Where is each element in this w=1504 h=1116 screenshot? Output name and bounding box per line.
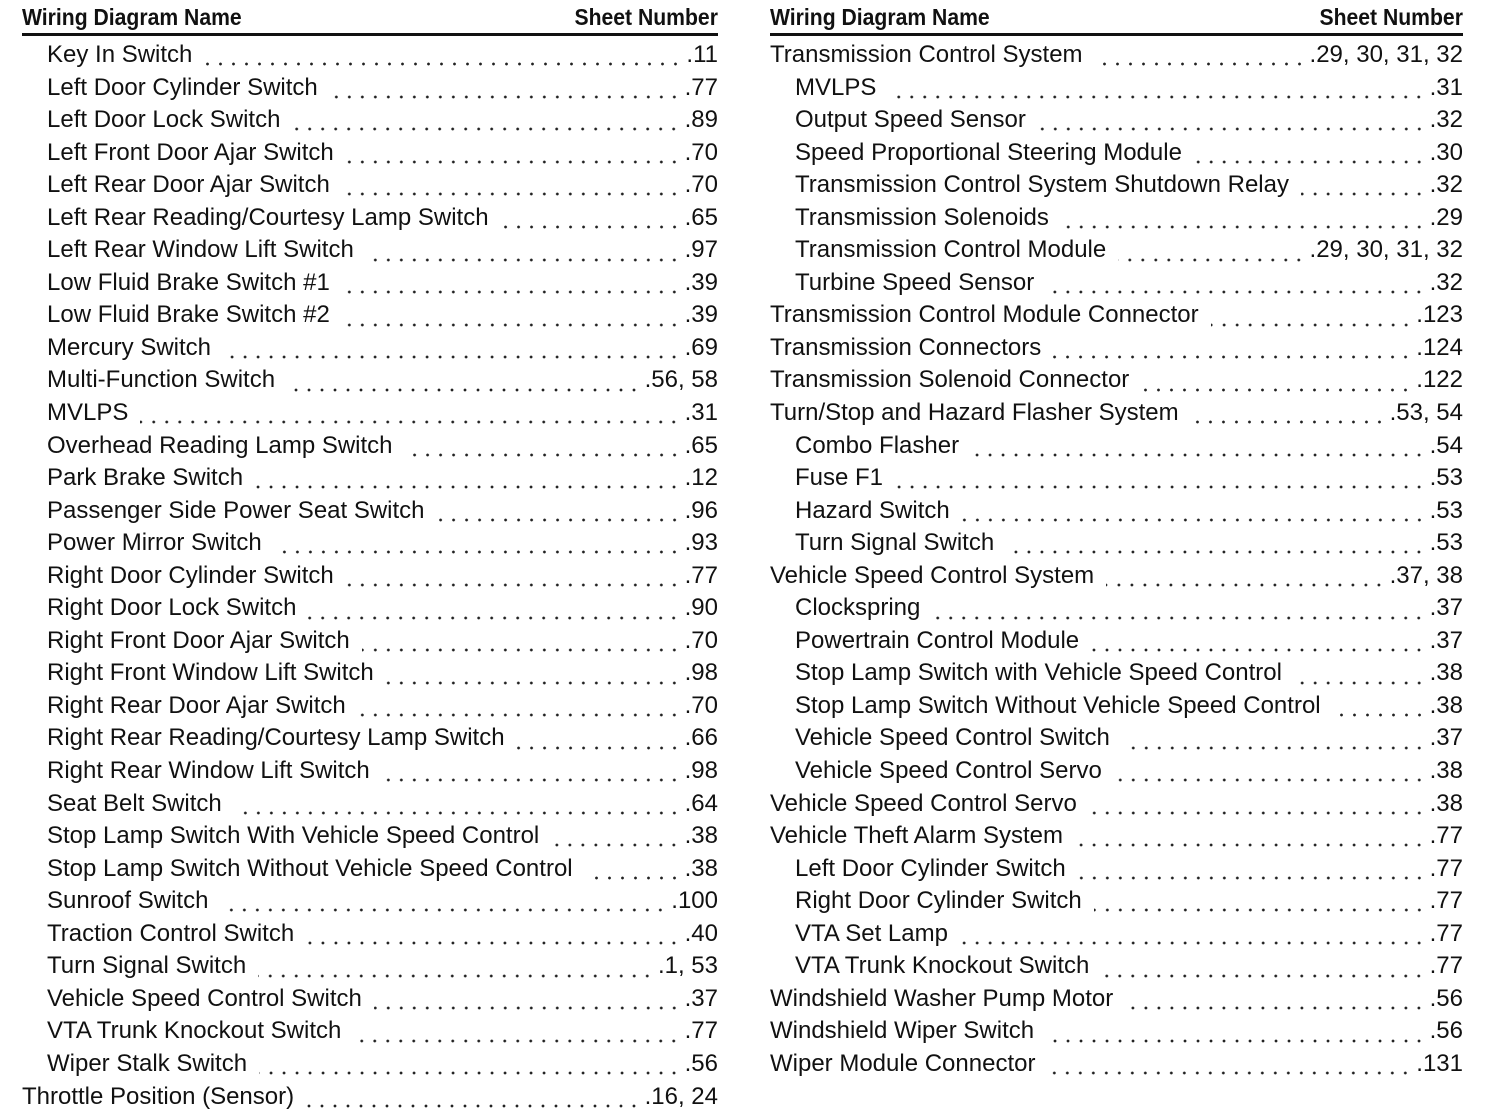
index-entry bbox=[770, 169, 1463, 202]
diagram-name: Speed Proportional Steering Module bbox=[795, 138, 1182, 166]
sheet-number: .16, 24 bbox=[644, 1082, 718, 1110]
dot-leader bbox=[585, 876, 681, 880]
dot-leader bbox=[346, 160, 681, 164]
diagram-name: Mercury Switch bbox=[47, 333, 212, 361]
diagram-name: Transmission Control System bbox=[770, 41, 1083, 68]
sheet-number: .97 bbox=[684, 236, 718, 264]
sheet-number: .77 bbox=[1429, 854, 1463, 882]
sheet-number: .77 bbox=[684, 1017, 718, 1045]
dot-leader bbox=[1046, 290, 1425, 294]
diagram-name: Transmission Control Module Connector bbox=[770, 301, 1199, 329]
index-entry bbox=[22, 560, 718, 593]
diagram-name: Turn/Stop and Hazard Flasher System bbox=[770, 399, 1179, 427]
index-entry bbox=[770, 820, 1463, 853]
dot-leader bbox=[962, 518, 1426, 522]
sheet-number: .77 bbox=[684, 561, 718, 589]
sheet-number: .38 bbox=[684, 822, 718, 850]
index-entry bbox=[22, 1015, 718, 1048]
sheet-number: .56, 58 bbox=[644, 366, 718, 394]
sheet-number: .29 bbox=[1429, 203, 1463, 231]
diagram-name: Left Door Lock Switch bbox=[47, 106, 281, 134]
diagram-name: Left Front Door Ajar Switch bbox=[47, 138, 334, 166]
dot-leader bbox=[292, 127, 680, 131]
index-entry bbox=[22, 1048, 718, 1081]
diagram-name: Right Rear Door Ajar Switch bbox=[47, 691, 346, 719]
sheet-number: .39 bbox=[684, 301, 718, 329]
index-entry bbox=[770, 722, 1463, 755]
sheet-number: .70 bbox=[684, 171, 718, 199]
dot-leader bbox=[1141, 388, 1412, 392]
sheet-number: .90 bbox=[684, 594, 718, 622]
sheet-number: .31 bbox=[1429, 73, 1463, 101]
sheet-number: .40 bbox=[684, 919, 718, 947]
dot-leader bbox=[971, 453, 1426, 457]
index-entry bbox=[770, 950, 1463, 983]
diagram-name: Vehicle Speed Control Switch bbox=[47, 984, 362, 1012]
diagram-name: Multi-Function Switch bbox=[47, 366, 276, 394]
sheet-number: .93 bbox=[684, 529, 718, 557]
index-entry bbox=[770, 137, 1463, 170]
dot-leader bbox=[362, 648, 681, 652]
sheet-number: .56 bbox=[684, 1049, 718, 1077]
sheet-number: .37 bbox=[1429, 626, 1463, 654]
index-entry bbox=[770, 1015, 1463, 1048]
diagram-name: Vehicle Speed Control System bbox=[770, 561, 1095, 589]
diagram-name: Stop Lamp Switch With Vehicle Speed Control bbox=[47, 822, 540, 850]
sheet-number: .124 bbox=[1416, 333, 1463, 361]
diagram-name: Powertrain Control Module bbox=[795, 626, 1080, 654]
sheet-number: .39 bbox=[684, 268, 718, 296]
dot-leader bbox=[1114, 778, 1426, 782]
index-entry bbox=[22, 755, 718, 788]
sheet-number: .38 bbox=[684, 854, 718, 882]
sheet-number: .53 bbox=[1429, 529, 1463, 557]
index-entry bbox=[770, 430, 1463, 463]
diagram-name: Left Rear Door Ajar Switch bbox=[47, 171, 330, 199]
index-entry bbox=[770, 267, 1463, 300]
sheet-number: .70 bbox=[684, 626, 718, 654]
index-entry bbox=[770, 364, 1463, 397]
dot-leader bbox=[1078, 876, 1426, 880]
dot-leader bbox=[1106, 583, 1385, 587]
sheet-number: .37 bbox=[1429, 594, 1463, 622]
dot-leader bbox=[330, 95, 681, 99]
diagram-name: Left Door Cylinder Switch bbox=[795, 854, 1066, 882]
index-entry bbox=[770, 39, 1463, 72]
dot-leader bbox=[342, 323, 681, 327]
diagram-name: Vehicle Speed Control Switch bbox=[795, 724, 1110, 752]
dot-leader bbox=[1333, 713, 1426, 717]
index-entry bbox=[770, 104, 1463, 137]
index-entry bbox=[770, 332, 1463, 365]
column-header bbox=[770, 2, 1463, 36]
index-list bbox=[770, 39, 1463, 1081]
diagram-name: Power Mirror Switch bbox=[47, 529, 262, 557]
diagram-name-heading: Wiring Diagram Name bbox=[770, 4, 990, 30]
index-list bbox=[22, 39, 718, 1113]
dot-leader bbox=[1094, 908, 1426, 912]
index-entry bbox=[22, 234, 718, 267]
index-entry bbox=[22, 397, 718, 430]
sheet-number-heading: Sheet Number bbox=[1319, 4, 1463, 30]
dot-leader bbox=[386, 681, 681, 685]
dot-leader bbox=[1122, 746, 1426, 750]
diagram-name: Windshield Washer Pump Motor bbox=[770, 984, 1114, 1012]
sheet-number: .1, 53 bbox=[657, 952, 718, 980]
diagram-name: Turbine Speed Sensor bbox=[795, 268, 1035, 296]
diagram-name: Park Brake Switch bbox=[47, 464, 244, 492]
index-entry bbox=[22, 299, 718, 332]
sheet-number: .65 bbox=[684, 431, 718, 459]
index-entry bbox=[22, 885, 718, 918]
dot-leader bbox=[287, 388, 641, 392]
diagram-name: Transmission Control System Shutdown Relay bbox=[795, 171, 1289, 199]
diagram-name: Wiper Stalk Switch bbox=[47, 1049, 248, 1077]
dot-leader bbox=[255, 485, 681, 489]
diagram-name: Fuse F1 bbox=[795, 464, 884, 492]
diagram-name: Stop Lamp Switch Without Vehicle Speed Control bbox=[47, 854, 573, 882]
index-entry bbox=[770, 495, 1463, 528]
dot-leader bbox=[1118, 258, 1305, 262]
sheet-number: .64 bbox=[684, 789, 718, 817]
sheet-number: .122 bbox=[1416, 366, 1463, 394]
diagram-name: Right Front Door Ajar Switch bbox=[47, 626, 350, 654]
dot-leader bbox=[306, 1104, 640, 1108]
dot-leader bbox=[960, 941, 1426, 945]
diagram-name: Key In Switch bbox=[47, 41, 193, 68]
sheet-number: .12 bbox=[684, 464, 718, 492]
index-entry bbox=[22, 983, 718, 1016]
sheet-number: .30 bbox=[1429, 138, 1463, 166]
dot-leader bbox=[342, 192, 681, 196]
dot-leader bbox=[1047, 1071, 1412, 1075]
sheet-number: .131 bbox=[1416, 1049, 1463, 1077]
diagram-name: MVLPS bbox=[47, 399, 129, 427]
dot-leader bbox=[1101, 974, 1425, 978]
dot-leader bbox=[405, 453, 681, 457]
dot-leader bbox=[1294, 681, 1426, 685]
index-entry bbox=[770, 72, 1463, 105]
column-header bbox=[22, 2, 718, 36]
index-entry bbox=[22, 527, 718, 560]
sheet-number-heading: Sheet Number bbox=[574, 4, 718, 30]
sheet-number: .98 bbox=[684, 659, 718, 687]
diagram-name: Wiper Module Connector bbox=[770, 1049, 1036, 1077]
diagram-name: VTA Trunk Knockout Switch bbox=[47, 1017, 342, 1045]
diagram-name: Right Door Cylinder Switch bbox=[47, 561, 334, 589]
dot-leader bbox=[259, 1071, 681, 1075]
diagram-name: Hazard Switch bbox=[795, 496, 950, 524]
index-entry bbox=[770, 885, 1463, 918]
diagram-name: VTA Set Lamp bbox=[795, 919, 948, 947]
index-entry bbox=[22, 72, 718, 105]
diagram-name: Left Rear Window Lift Switch bbox=[47, 236, 354, 264]
dot-leader bbox=[895, 485, 1426, 489]
dot-leader bbox=[1053, 355, 1412, 359]
index-entry bbox=[770, 625, 1463, 658]
index-entry bbox=[770, 983, 1463, 1016]
dot-leader bbox=[1211, 323, 1413, 327]
diagram-name: Vehicle Speed Control Servo bbox=[795, 757, 1102, 785]
sheet-number: .70 bbox=[684, 691, 718, 719]
index-entry bbox=[770, 788, 1463, 821]
sheet-number: .31 bbox=[684, 399, 718, 427]
sheet-number: .96 bbox=[684, 496, 718, 524]
index-entry bbox=[22, 430, 718, 463]
diagram-name: Transmission Control Module bbox=[795, 236, 1107, 264]
dot-leader bbox=[1191, 420, 1386, 424]
dot-leader bbox=[888, 95, 1425, 99]
index-entry bbox=[770, 657, 1463, 690]
dot-leader bbox=[1125, 1006, 1425, 1010]
sheet-number: .69 bbox=[684, 333, 718, 361]
dot-leader bbox=[1089, 811, 1426, 815]
dot-leader bbox=[346, 583, 681, 587]
index-entry bbox=[770, 560, 1463, 593]
sheet-number: .123 bbox=[1416, 301, 1463, 329]
index-entry bbox=[22, 853, 718, 886]
sheet-number: .70 bbox=[684, 138, 718, 166]
sheet-number: .77 bbox=[1429, 822, 1463, 850]
index-entry bbox=[22, 169, 718, 202]
diagram-name: MVLPS bbox=[795, 73, 877, 101]
sheet-number: .66 bbox=[684, 724, 718, 752]
diagram-name: Right Rear Window Lift Switch bbox=[47, 757, 370, 785]
diagram-name: VTA Trunk Knockout Switch bbox=[795, 952, 1090, 980]
index-entry bbox=[22, 364, 718, 397]
diagram-name: Transmission Connectors bbox=[770, 333, 1042, 361]
sheet-number: .37 bbox=[1429, 724, 1463, 752]
diagram-name: Vehicle Speed Control Servo bbox=[770, 789, 1077, 817]
index-entry bbox=[770, 1048, 1463, 1081]
index-entry bbox=[22, 950, 718, 983]
index-entry bbox=[22, 104, 718, 137]
sheet-number: .98 bbox=[684, 757, 718, 785]
diagram-name: Sunroof Switch bbox=[47, 887, 209, 915]
sheet-number: .37, 38 bbox=[1389, 561, 1463, 589]
index-entry bbox=[770, 592, 1463, 625]
index-entry bbox=[22, 918, 718, 951]
diagram-name: Traction Control Switch bbox=[47, 919, 295, 947]
dot-leader bbox=[1075, 843, 1426, 847]
index-entry bbox=[770, 299, 1463, 332]
sheet-number: .38 bbox=[1429, 691, 1463, 719]
sheet-number: .53 bbox=[1429, 464, 1463, 492]
sheet-number: .53, 54 bbox=[1389, 399, 1463, 427]
dot-leader bbox=[306, 941, 680, 945]
sheet-number: .65 bbox=[684, 203, 718, 231]
index-entry bbox=[22, 202, 718, 235]
sheet-number: .56 bbox=[1429, 984, 1463, 1012]
diagram-name: Transmission Solenoid Connector bbox=[770, 366, 1130, 394]
index-entry bbox=[22, 137, 718, 170]
sheet-number: .11 bbox=[686, 41, 718, 68]
dot-leader bbox=[932, 616, 1425, 620]
right-column bbox=[770, 2, 1463, 1081]
dot-leader bbox=[223, 355, 681, 359]
sheet-number: .77 bbox=[1429, 952, 1463, 980]
dot-leader bbox=[342, 290, 681, 294]
sheet-number: .53 bbox=[1429, 496, 1463, 524]
diagram-name: Overhead Reading Lamp Switch bbox=[47, 431, 393, 459]
index-entry bbox=[22, 820, 718, 853]
sheet-number: .54 bbox=[1429, 431, 1463, 459]
index-entry bbox=[770, 234, 1463, 267]
diagram-name: Right Door Lock Switch bbox=[47, 594, 297, 622]
dot-leader bbox=[308, 616, 680, 620]
index-entry bbox=[22, 1081, 718, 1114]
sheet-number: .89 bbox=[684, 106, 718, 134]
dot-leader bbox=[140, 420, 680, 424]
diagram-name: Throttle Position (Sensor) bbox=[22, 1082, 295, 1110]
dot-leader bbox=[220, 908, 667, 912]
diagram-name: Output Speed Sensor bbox=[795, 106, 1026, 134]
dot-leader bbox=[358, 713, 681, 717]
diagram-name: Vehicle Theft Alarm System bbox=[770, 822, 1064, 850]
index-entry bbox=[22, 788, 718, 821]
index-entry bbox=[770, 690, 1463, 723]
diagram-name: Left Rear Reading/Courtesy Lamp Switch bbox=[47, 203, 489, 231]
dot-leader bbox=[437, 518, 681, 522]
diagram-name: Stop Lamp Switch Without Vehicle Speed Control bbox=[795, 691, 1321, 719]
index-entry bbox=[22, 332, 718, 365]
index-entry bbox=[770, 853, 1463, 886]
index-entry bbox=[770, 202, 1463, 235]
sheet-number: .32 bbox=[1429, 268, 1463, 296]
index-entry bbox=[22, 495, 718, 528]
sheet-number: .37 bbox=[684, 984, 718, 1012]
dot-leader bbox=[551, 843, 680, 847]
dot-leader bbox=[366, 258, 681, 262]
dot-leader bbox=[1194, 160, 1426, 164]
index-entry bbox=[22, 39, 718, 72]
sheet-number: .77 bbox=[684, 73, 718, 101]
index-entry bbox=[22, 690, 718, 723]
diagram-name: Right Rear Reading/Courtesy Lamp Switch bbox=[47, 724, 505, 752]
sheet-number: .29, 30, 31, 32 bbox=[1309, 41, 1463, 68]
diagram-name: Seat Belt Switch bbox=[47, 789, 222, 817]
dot-leader bbox=[1046, 1039, 1426, 1043]
diagram-name: Combo Flasher bbox=[795, 431, 960, 459]
diagram-name: Left Door Cylinder Switch bbox=[47, 73, 318, 101]
sheet-number: .100 bbox=[671, 887, 718, 915]
index-entry bbox=[770, 918, 1463, 951]
dot-leader bbox=[374, 1006, 681, 1010]
diagram-name: Transmission Solenoids bbox=[795, 203, 1049, 231]
dot-leader bbox=[1095, 62, 1306, 66]
diagram-name: Turn Signal Switch bbox=[795, 529, 995, 557]
sheet-number: .38 bbox=[1429, 659, 1463, 687]
dot-leader bbox=[1038, 127, 1426, 131]
sheet-number: .38 bbox=[1429, 789, 1463, 817]
dot-leader bbox=[353, 1039, 680, 1043]
dot-leader bbox=[1006, 550, 1425, 554]
index-entry bbox=[22, 722, 718, 755]
sheet-number: .32 bbox=[1429, 106, 1463, 134]
sheet-number: .29, 30, 31, 32 bbox=[1309, 236, 1463, 264]
diagram-name: Windshield Wiper Switch bbox=[770, 1017, 1035, 1045]
index-entry bbox=[770, 397, 1463, 430]
dot-leader bbox=[274, 550, 681, 554]
diagram-name: Clockspring bbox=[795, 594, 921, 622]
index-entry bbox=[770, 755, 1463, 788]
dot-leader bbox=[382, 778, 681, 782]
left-column bbox=[22, 2, 718, 1113]
diagram-name: Right Door Cylinder Switch bbox=[795, 887, 1082, 915]
diagram-name: Passenger Side Power Seat Switch bbox=[47, 496, 425, 524]
dot-leader bbox=[1301, 192, 1426, 196]
diagram-name-heading: Wiring Diagram Name bbox=[22, 4, 242, 30]
index-entry bbox=[22, 267, 718, 300]
index-entry bbox=[22, 462, 718, 495]
diagram-name: Turn Signal Switch bbox=[47, 952, 247, 980]
dot-leader bbox=[234, 811, 681, 815]
index-entry bbox=[770, 462, 1463, 495]
dot-leader bbox=[258, 974, 654, 978]
diagram-name: Right Front Window Lift Switch bbox=[47, 659, 374, 687]
index-entry bbox=[22, 625, 718, 658]
diagram-name: Stop Lamp Switch with Vehicle Speed Control bbox=[795, 659, 1282, 687]
index-entry bbox=[22, 657, 718, 690]
dot-leader bbox=[501, 225, 681, 229]
diagram-name: Low Fluid Brake Switch #1 bbox=[47, 268, 330, 296]
dot-leader bbox=[1091, 648, 1425, 652]
dot-leader bbox=[517, 746, 681, 750]
sheet-number: .77 bbox=[1429, 887, 1463, 915]
sheet-number: .77 bbox=[1429, 919, 1463, 947]
index-entry bbox=[770, 527, 1463, 560]
index-entry bbox=[22, 592, 718, 625]
dot-leader bbox=[204, 62, 682, 66]
diagram-name: Low Fluid Brake Switch #2 bbox=[47, 301, 330, 329]
dot-leader bbox=[1061, 225, 1426, 229]
sheet-number: .32 bbox=[1429, 171, 1463, 199]
sheet-number: .38 bbox=[1429, 757, 1463, 785]
sheet-number: .56 bbox=[1429, 1017, 1463, 1045]
